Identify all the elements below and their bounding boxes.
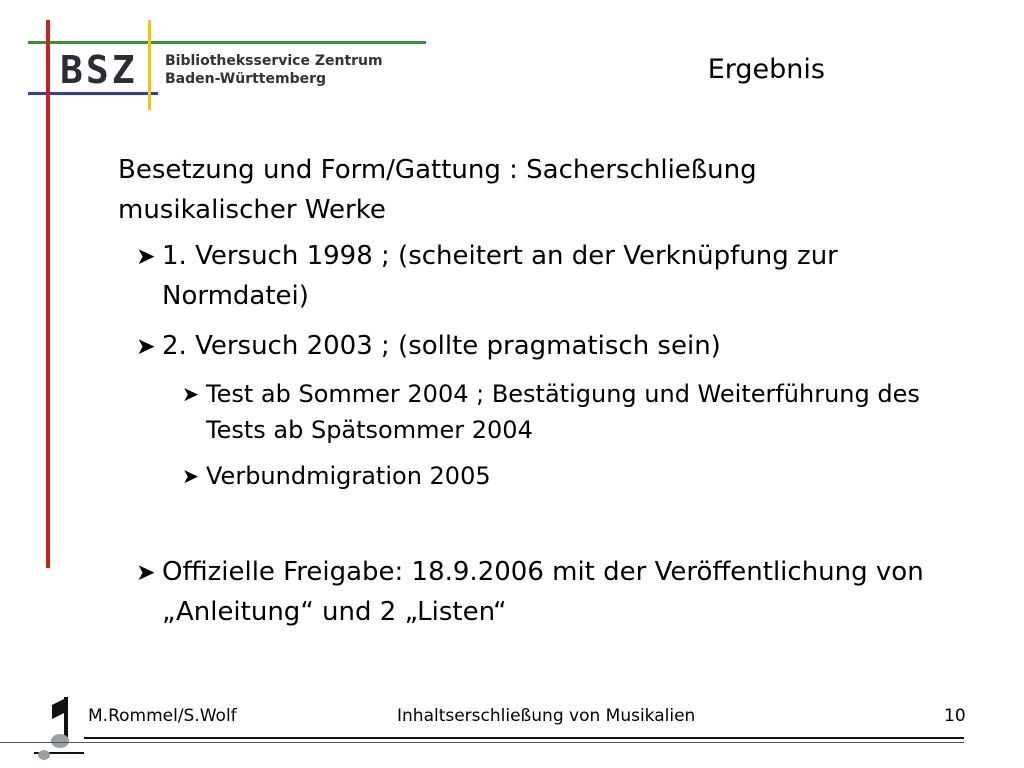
- footer-divider-thin: [0, 742, 964, 743]
- bullet-item: [136, 326, 978, 366]
- page-number: 10: [944, 706, 966, 726]
- logo-name-line2: Baden-Württemberg: [165, 71, 327, 87]
- bullet-text: 2. Versuch 2003 ; (sollte pragmatisch sein): [162, 331, 721, 361]
- footer-divider: [84, 737, 964, 739]
- music-note-icon: [30, 695, 84, 768]
- lead-text: Besetzung und Form/Gattung : Sacherschließung musikalischer Werke: [118, 155, 757, 225]
- arrow-bullet-icon: ➤: [136, 558, 156, 586]
- logo-name: [165, 52, 383, 88]
- logo-green-line: [28, 41, 426, 44]
- footer-topic: Inhaltserschließung von Musikalien: [397, 706, 696, 726]
- logo-red-line: [46, 20, 50, 568]
- sub-bullet-text: Verbundmigration 2005: [206, 462, 491, 490]
- bullet-text: Offizielle Freigabe: 18.9.2006 mit der Veröffentlichung von „Anleitung“ und 2 „Listen“: [162, 557, 924, 627]
- slide-title: Ergebnis: [707, 54, 825, 85]
- sub-bullet-item: [182, 458, 978, 494]
- sub-bullet-item: [182, 376, 978, 448]
- arrow-bullet-icon: ➤: [136, 242, 156, 270]
- sub-bullet-text: Test ab Sommer 2004 ; Bestätigung und Weiterführung des Tests ab Spätsommer 2004: [206, 380, 920, 444]
- arrow-bullet-icon: ➤: [182, 382, 200, 406]
- logo-name-line1: Bibliotheksservice Zentrum: [165, 53, 383, 69]
- logo-abbreviation: BSZ: [60, 48, 138, 92]
- logo-yellow-line: [148, 20, 151, 110]
- slide-content: [118, 150, 978, 642]
- arrow-bullet-icon: ➤: [136, 332, 156, 360]
- bullet-item: [136, 552, 978, 632]
- bullet-text: 1. Versuch 1998 ; (scheitert an der Verknüpfung zur Normdatei): [162, 241, 838, 311]
- footer-authors: M.Rommel/S.Wolf: [88, 706, 237, 726]
- bullet-item: [136, 236, 978, 316]
- arrow-bullet-icon: ➤: [182, 464, 200, 488]
